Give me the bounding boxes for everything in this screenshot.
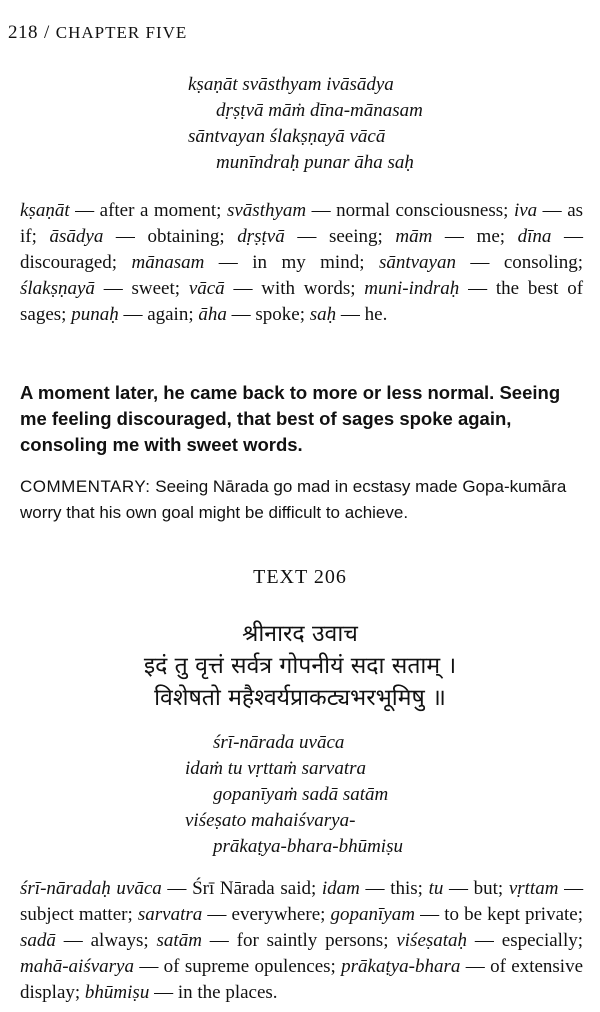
synonym-word: śrī-nāradaḥ uvāca bbox=[20, 878, 162, 899]
synonym-word: mām bbox=[395, 226, 433, 247]
synonym-meaning: Śrī Nārada said; bbox=[192, 878, 317, 899]
synonym-word: kṣaṇāt bbox=[20, 200, 70, 221]
devanagari-line: विशेषतो महैश्वर्यप्राकट्यभरभूमिषु ॥ bbox=[154, 685, 446, 711]
header-separator: / bbox=[44, 22, 50, 43]
verse-line: śrī-nārada uvāca bbox=[213, 732, 345, 753]
verse-line: prākaṭya-bhara-bhūmiṣu bbox=[213, 836, 403, 857]
synonym-meaning: with words; bbox=[261, 278, 356, 299]
synonym-meaning: of supreme opulences; bbox=[163, 956, 336, 977]
synonym-meaning: spoke; bbox=[255, 304, 305, 325]
verse-line: viśeṣato mahaiśvarya- bbox=[185, 810, 356, 831]
commentary-text: Seeing Nārada go mad in ecstasy made Gopa-kumāra worry that his own goal might be difficult to achieve. bbox=[20, 477, 567, 522]
synonym-meaning: discouraged; bbox=[20, 252, 118, 273]
verse-205-transliteration bbox=[0, 72, 600, 176]
translation-205: A moment later, he came back to more or less normal. Seeing me feeling discouraged, that best of sages spoke again, consoling me with sweet words. bbox=[20, 382, 561, 455]
synonym-word: mahā-aiśvarya bbox=[20, 956, 134, 977]
synonym-word: iva bbox=[513, 200, 538, 221]
synonym-meaning: to be kept private; bbox=[444, 904, 584, 925]
synonym-meaning: after a moment; bbox=[99, 200, 222, 221]
synonym-meaning: always; bbox=[90, 930, 149, 951]
synonym-word: satām bbox=[156, 930, 202, 951]
synonym-word: mānasam bbox=[131, 252, 205, 273]
synonym-meaning: he. bbox=[364, 304, 388, 325]
page-number: 218 bbox=[8, 22, 38, 43]
synonym-word: vṛttam bbox=[508, 878, 559, 899]
synonym-meaning: sweet; bbox=[131, 278, 181, 299]
synonym-word: idam bbox=[321, 878, 360, 899]
synonym-meaning: obtaining; bbox=[147, 226, 225, 247]
commentary-205 bbox=[20, 474, 590, 526]
synonym-word: vācā bbox=[188, 278, 225, 299]
devanagari-line: श्रीनारद उवाच bbox=[242, 621, 358, 647]
synonym-meaning: for saintly persons; bbox=[236, 930, 389, 951]
synonym-word: muni-indraḥ bbox=[364, 278, 460, 299]
verse-line: gopanīyaṁ sadā satām bbox=[213, 784, 389, 805]
commentary-label: COMMENTARY: bbox=[20, 477, 151, 496]
synonyms-206: śrī-nāradaḥ uvāca — Śrī Nārada said; idam — this; tu — but; vṛttam — subject matter; sarvatra — everywhere; gopanīyam — to be kept private; sadā — always; satām — for saintly persons; viśeṣataḥ — especially; mahā-aiśvarya — of supreme opulences; prākaṭya-bhara — of extensive display; bhūmiṣu — in the places. bbox=[20, 878, 584, 1003]
synonym-word: āsādya bbox=[49, 226, 104, 247]
synonym-meaning: me; bbox=[476, 226, 506, 247]
synonym-word: sadā bbox=[20, 930, 56, 951]
synonyms-205: kṣaṇāt — after a moment; svāsthyam — normal consciousness; iva — as if; āsādya — obtaining; dṛṣṭvā — seeing; mām — me; dīna — discouraged; mānasam — in my mind; sāntvayan — consoling; ślakṣṇayā — sweet; vācā — with words; muni-indraḥ — the best of sages; punaḥ — again; āha — spoke; saḥ — he. bbox=[20, 200, 584, 325]
synonym-meaning: in the places. bbox=[177, 982, 278, 1003]
running-header bbox=[8, 22, 187, 44]
synonym-meaning: but; bbox=[473, 878, 504, 899]
synonym-meaning: everywhere; bbox=[231, 904, 326, 925]
synonym-word: dīna bbox=[517, 226, 552, 247]
text-heading: TEXT 206 bbox=[253, 566, 347, 588]
synonym-meaning: subject matter; bbox=[20, 904, 133, 925]
verse-line: kṣaṇāt svāsthyam ivāsādya bbox=[188, 74, 394, 95]
verse-line: munīndraḥ punar āha saḥ bbox=[216, 152, 414, 173]
synonym-meaning: of extensive display; bbox=[20, 956, 584, 1003]
synonym-word: āha bbox=[198, 304, 227, 325]
devanagari-verse bbox=[0, 618, 600, 714]
synonym-word: svāsthyam bbox=[226, 200, 307, 221]
synonym-word: punaḥ bbox=[71, 304, 119, 325]
synonym-word: dṛṣṭvā bbox=[237, 226, 285, 247]
synonym-word: sāntvayan bbox=[378, 252, 456, 273]
synonym-meaning: as if; bbox=[20, 200, 584, 247]
verse-206-transliteration bbox=[0, 730, 600, 860]
synonym-word: ślakṣṇayā bbox=[20, 278, 95, 299]
synonym-meaning: in my mind; bbox=[252, 252, 365, 273]
verse-line: sāntvayan ślakṣṇayā vācā bbox=[188, 126, 386, 147]
synonym-word: tu bbox=[428, 878, 444, 899]
synonym-word: sarvatra bbox=[137, 904, 203, 925]
synonym-meaning: seeing; bbox=[328, 226, 383, 247]
verse-line: dṛṣṭvā māṁ dīna-mānasam bbox=[216, 100, 423, 121]
chapter-title: CHAPTER FIVE bbox=[55, 23, 188, 42]
verse-line: idaṁ tu vṛttaṁ sarvatra bbox=[185, 758, 367, 779]
synonym-word: bhūmiṣu bbox=[84, 982, 150, 1003]
synonym-meaning: normal consciousness; bbox=[336, 200, 509, 221]
synonym-meaning: consoling; bbox=[503, 252, 584, 273]
synonym-meaning: especially; bbox=[501, 930, 584, 951]
synonym-meaning: again; bbox=[147, 304, 194, 325]
devanagari-line: इदं तु वृत्तं सर्वत्र गोपनीयं सदा सताम् । bbox=[143, 653, 457, 679]
synonym-word: prākaṭya-bhara bbox=[341, 956, 461, 977]
synonym-word: gopanīyam bbox=[330, 904, 415, 925]
synonym-word: viśeṣataḥ bbox=[396, 930, 468, 951]
synonym-meaning: this; bbox=[390, 878, 423, 899]
synonym-word: saḥ bbox=[309, 304, 337, 325]
synonym-meaning: the best of sages; bbox=[20, 278, 584, 325]
